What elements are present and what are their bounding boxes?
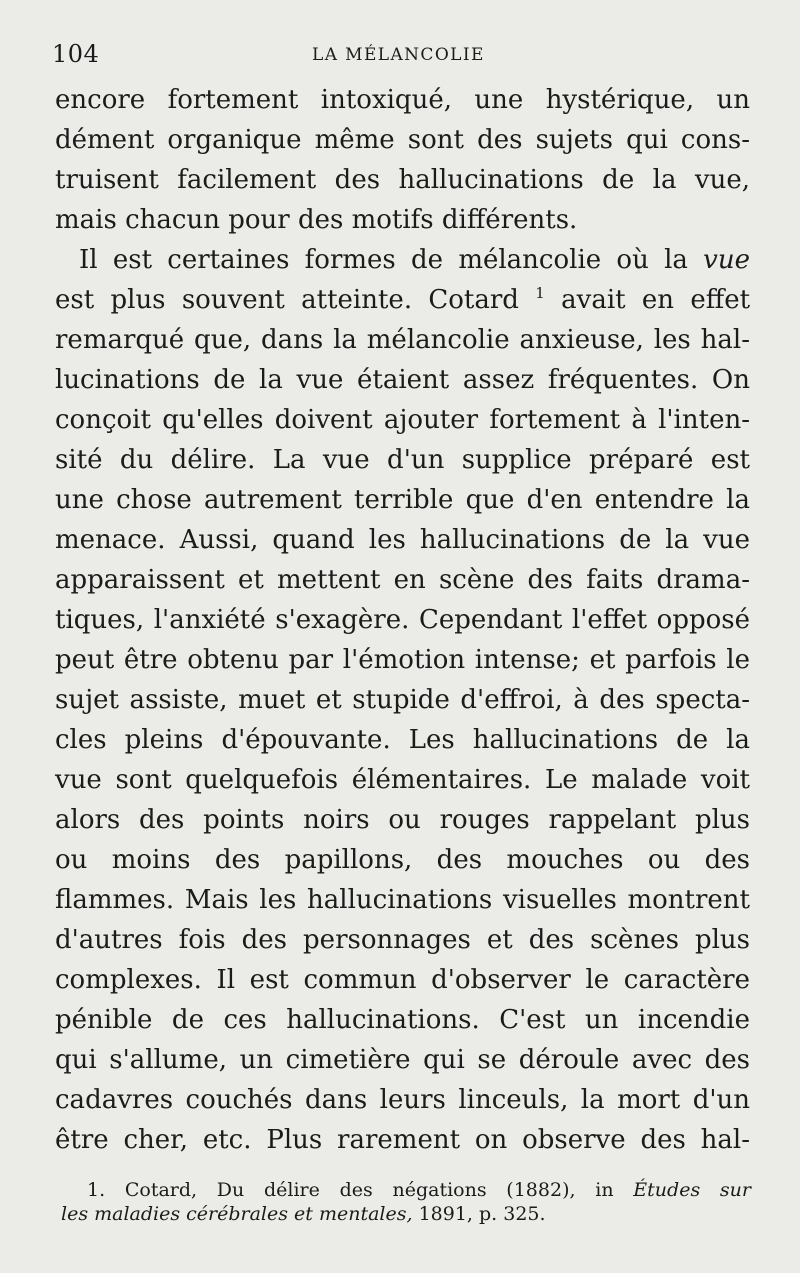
text-line: encore fortement intoxiqué, une hystérique, un [55,85,750,115]
footnote-marker: 1 [535,284,545,302]
page-header [52,40,747,70]
footnote [61,1178,751,1226]
footnote-title-italic: Études sur [633,1179,751,1201]
text-line: vue sont quelquefois élémentaires. Le malade voit [55,765,750,795]
text-line: est plus souvent atteinte. Cotard $^1$ avait en effet [55,284,751,315]
text-line: être cher, etc. Plus rarement on observe des hal- [55,1125,750,1155]
text-line: truisent facilement des hallucinations de la vue, [55,165,750,195]
text-line: sujet assiste, muet et stupide d'effroi, à des specta- [55,685,750,715]
text-line: flammes. Mais les hallucinations visuelles montrent [55,885,750,915]
text-line: peut être obtenu par l'émotion intense; et parfois le [55,645,750,675]
text-line: cles pleins d'épouvante. Les hallucinations de la [55,725,750,755]
italic-word: vue [703,245,750,275]
text-line: cadavres couchés dans leurs linceuls, la mort d'un [55,1085,750,1115]
text-line: menace. Aussi, quand les hallucinations de la vue [55,525,750,555]
footnote-line: les maladies cérébrales et mentales, 1891, p. 325. [61,1203,546,1225]
text-line: Il est certaines formes de mélancolie où la vue [79,245,750,275]
text-line: une chose autrement terrible que d'en entendre la [55,485,750,515]
text-line: conçoit qu'elles doivent ajouter fortement à l'inten- [55,405,750,435]
footnote-title-italic: les maladies cérébrales et mentales, [61,1203,413,1225]
text-line: tiques, l'anxiété s'exagère. Cependant l'effet opposé [55,605,750,635]
text-line: alors des points noirs ou rouges rappelant plus [55,805,750,835]
text-line: lucinations de la vue étaient assez fréquentes. On [55,365,750,395]
text-line: sité du délire. La vue d'un supplice préparé est [55,445,750,475]
text-line: apparaissent et mettent en scène des faits drama- [55,565,750,595]
running-title: LA MÉLANCOLIE [312,45,485,65]
text-line: remarqué que, dans la mélancolie anxieuse, les hal- [55,325,750,355]
text-line: qui s'allume, un cimetière qui se déroule avec des [55,1045,750,1075]
text-line: d'autres fois des personnages et des scènes plus [55,925,750,955]
text-line: ou moins des papillons, des mouches ou des [55,845,750,875]
body-text [55,80,750,1160]
text-line: complexes. Il est commun d'observer le caractère [55,965,750,995]
page-number: 104 [52,40,100,68]
footnote-line: 1. Cotard, Du délire des négations (1882), in Études sur [87,1179,751,1201]
text-line: dément organique même sont des sujets qui cons- [55,125,750,155]
text-line: mais chacun pour des motifs différents. [55,205,578,235]
text-line: pénible de ces hallucinations. C'est un incendie [55,1005,750,1035]
